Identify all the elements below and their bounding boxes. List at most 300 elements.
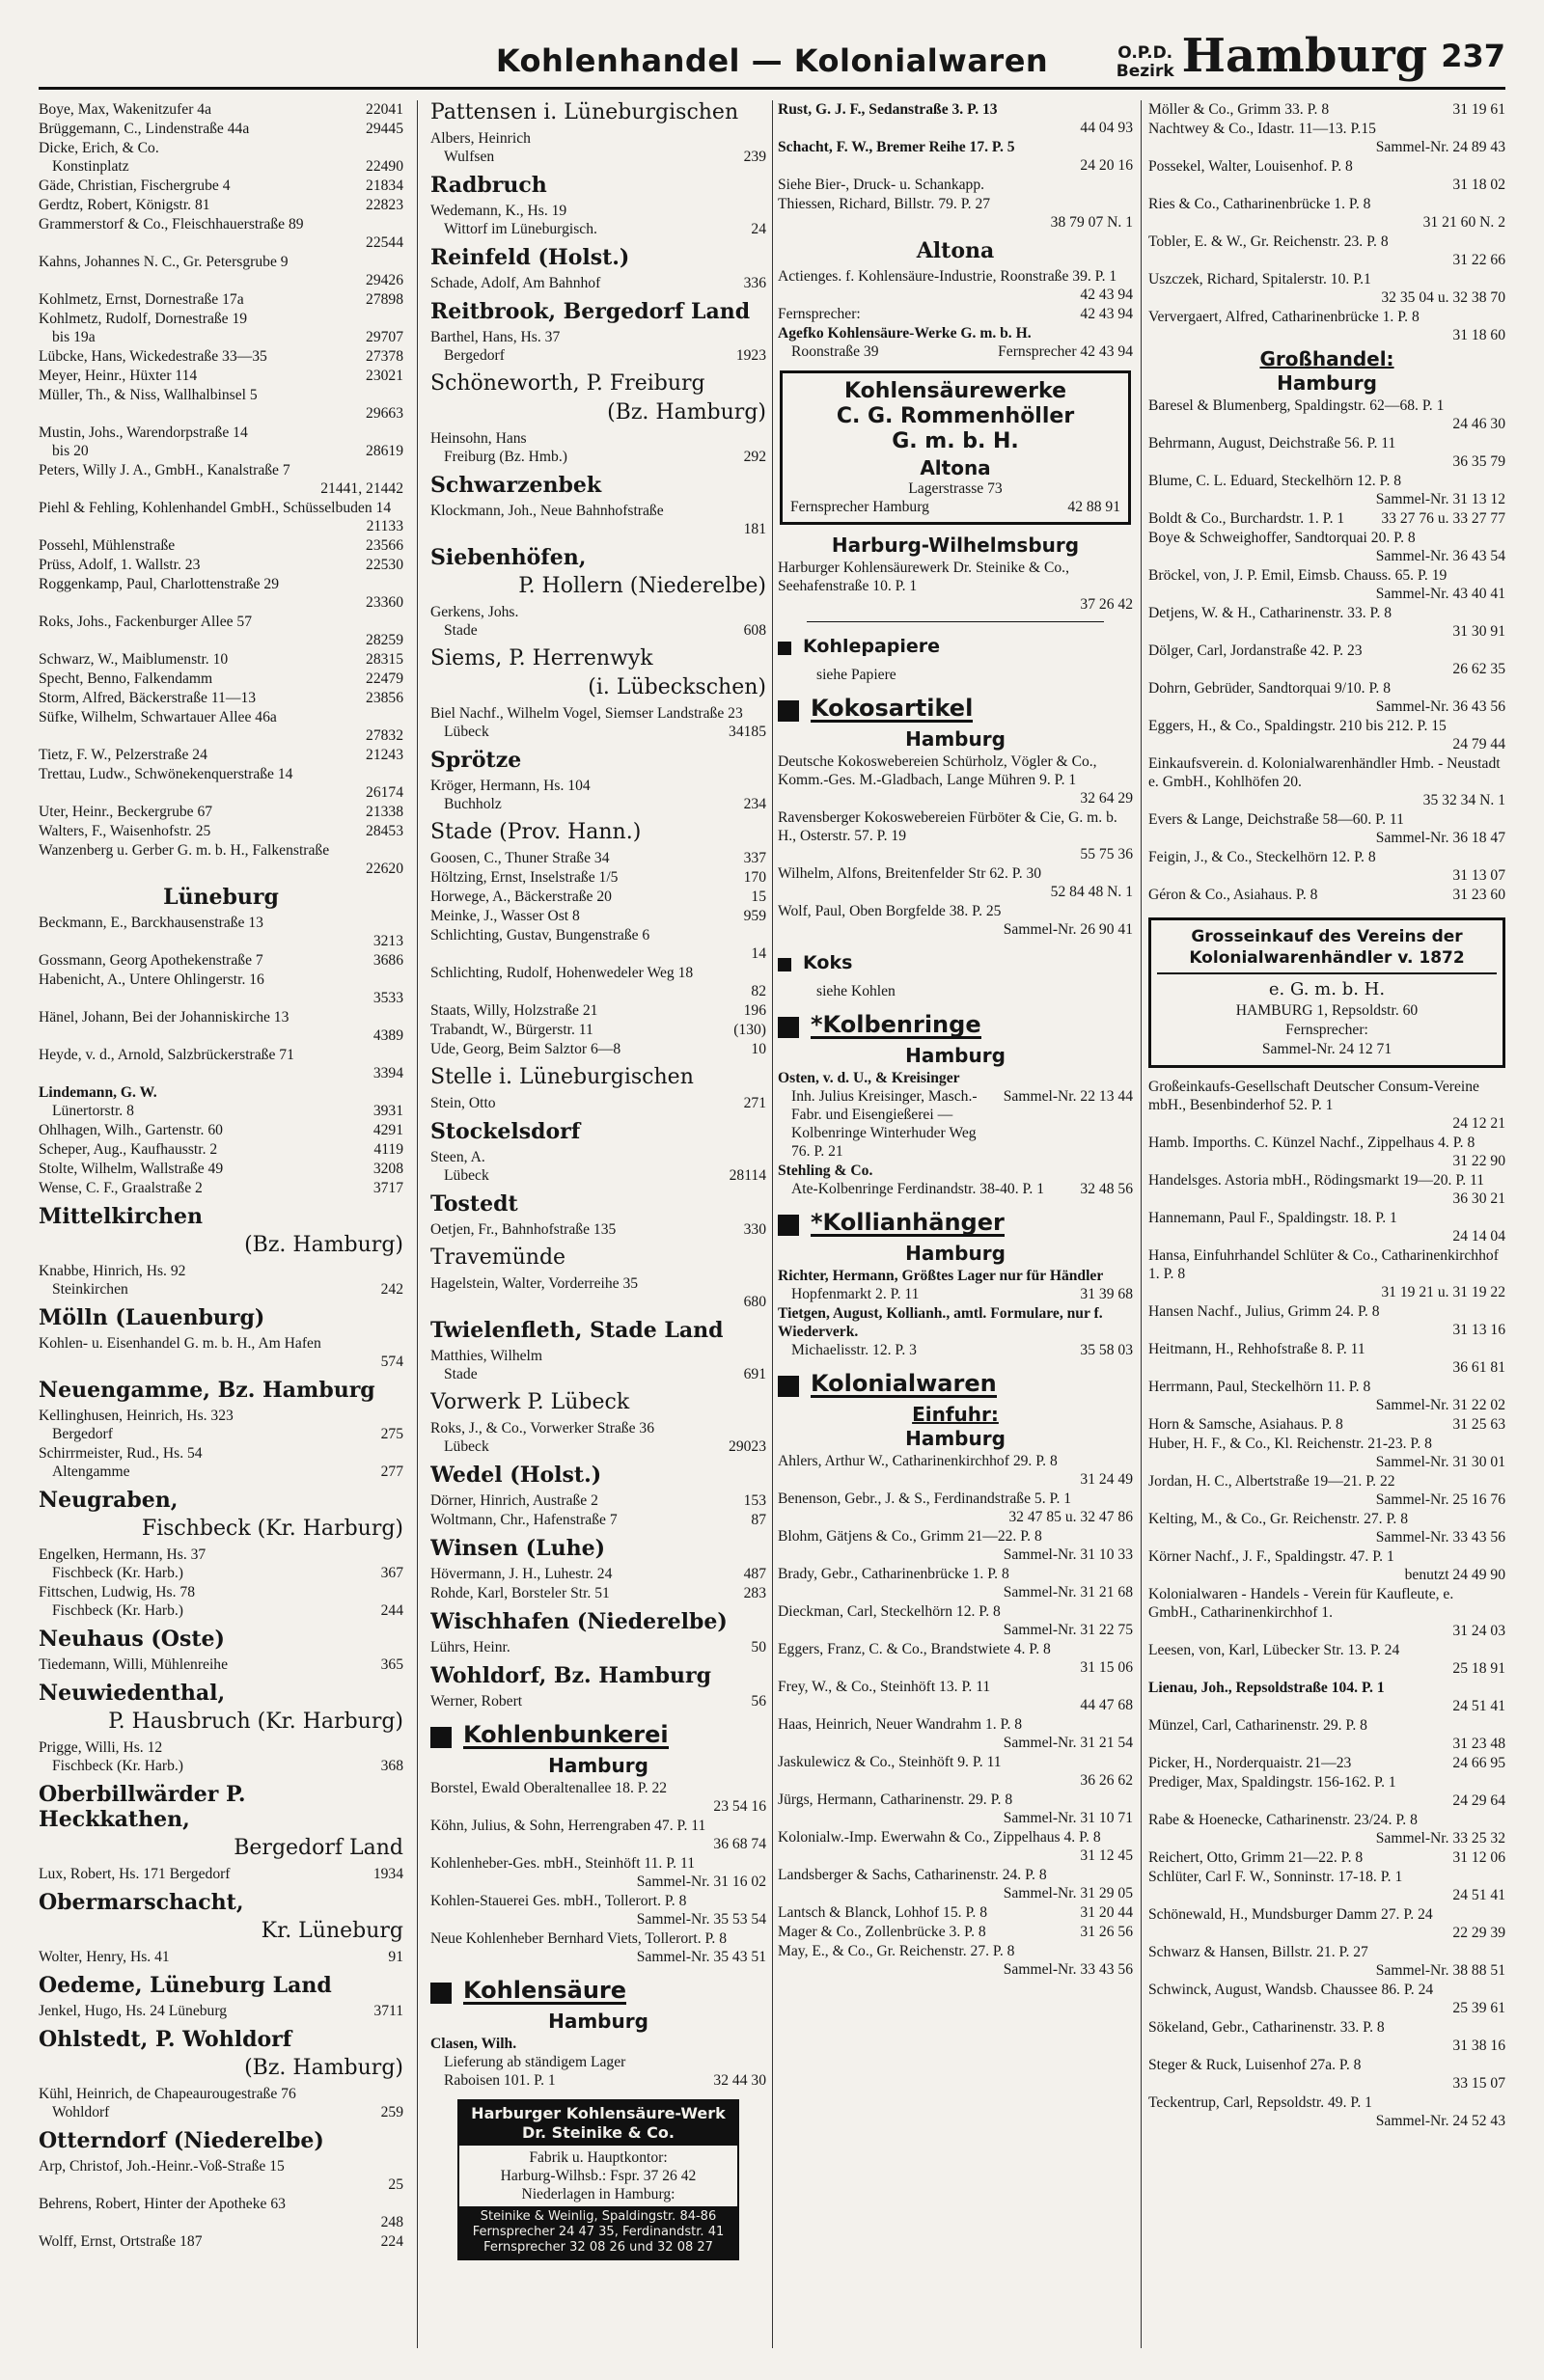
entry-line — [430, 1293, 766, 1311]
entry-place — [791, 286, 1072, 304]
location-heading-cont: Kr. Lüneburg — [261, 1919, 403, 1943]
entry-line — [1148, 251, 1505, 269]
entry-name: Behrens, Robert, Hinter der Apotheke 63 — [39, 2196, 286, 2212]
entry-name: Wilhelm, Alfons, Breitenfelder Str 62. P. 30 — [778, 865, 1042, 882]
section-title: Kolonialwaren — [811, 1370, 997, 1397]
section-heading — [778, 954, 1133, 974]
entry-phone: 21243 — [366, 747, 403, 763]
listing-entry — [39, 746, 403, 764]
entry-name: Picker, H., Norderquaistr. 21—23 — [1148, 1755, 1352, 1771]
entry-place — [444, 520, 736, 538]
entry-line — [39, 631, 403, 649]
listing-entry — [430, 328, 766, 365]
entry-place: Freiburg (Bz. Hmb.) — [444, 449, 567, 465]
listing-entry — [39, 650, 403, 669]
entry-line — [778, 1960, 1133, 1979]
entry-line — [1148, 452, 1505, 471]
listing-entry — [1148, 1848, 1505, 1867]
entry-phone: 24 79 44 — [1452, 736, 1505, 752]
entry-line — [1148, 622, 1505, 641]
listing-entry — [430, 1854, 766, 1891]
location-heading: Travemünde — [430, 1245, 566, 1270]
entry-line — [39, 479, 403, 498]
listing-entry — [778, 1678, 1133, 1714]
entry-name: Kellinghusen, Heinrich, Hs. 323 — [39, 1408, 234, 1424]
listing-entry — [1148, 1415, 1505, 1434]
entry-phone: 36 35 79 — [1452, 453, 1505, 470]
entry-phone: 23360 — [366, 594, 403, 611]
entry-phone: 31 23 48 — [1452, 1736, 1505, 1752]
listing-entry — [430, 1274, 766, 1311]
entry-phone: 27898 — [366, 291, 403, 308]
entry-phone: 239 — [743, 149, 766, 165]
entry-phone: 248 — [380, 2214, 403, 2230]
entry-name: Arp, Christof, Joh.-Heinr.-Voß-Straße 15 — [39, 2158, 285, 2175]
entry-place — [444, 982, 743, 1000]
entry-name: Ude, Georg, Beim Salztor 6—8 — [430, 1041, 621, 1057]
listing-entry — [1148, 1773, 1505, 1810]
entry-place — [52, 517, 359, 535]
entry-name: Géron & Co., Asiahaus. P. 8 — [1148, 887, 1318, 903]
location-heading-cont: Fischbeck (Kr. Harburg) — [141, 1517, 403, 1541]
section-heading — [430, 1977, 766, 2005]
entry-name: Wanzenberg u. Gerber G. m. b. H., Falkenstraße — [39, 842, 330, 859]
subsection-heading: Einfuhr: — [912, 1403, 999, 1426]
listing-entry — [778, 1791, 1133, 1827]
listing-entry — [1148, 886, 1505, 904]
entry-place — [1162, 829, 1368, 847]
entry-place — [791, 595, 1072, 614]
entry-phone: 38 79 07 N. 1 — [1050, 214, 1133, 231]
listing-entry — [430, 964, 766, 1000]
entry-place — [1162, 1961, 1368, 1980]
entry-phone: 28315 — [366, 651, 403, 668]
entry-phone: 29707 — [366, 329, 403, 345]
entry-phone: 244 — [380, 1602, 403, 1619]
entry-name: Ries & Co., Catharinenbrücke 1. P. 8 — [1148, 196, 1371, 212]
listing-entry — [1148, 2093, 1505, 2130]
ad-body — [459, 2146, 737, 2206]
entry-line — [778, 1884, 1133, 1902]
entry-name: Blume, C. L. Eduard, Steckelhörn 12. P. 8 — [1148, 473, 1402, 489]
column-rule — [772, 100, 773, 2348]
location-heading-cont: (Bz. Hamburg) — [607, 400, 766, 424]
entry-place — [1162, 490, 1368, 508]
entry-line — [39, 989, 403, 1007]
ad-line: Harburger Kohlensäure-Werk — [471, 2104, 726, 2122]
page-title: Kohlenhandel — Kolonialwaren — [495, 42, 1049, 79]
entry-name: Schlichting, Rudolf, Hohenwedeler Weg 18 — [430, 965, 694, 981]
entry-place — [1162, 1924, 1445, 1942]
entry-line — [430, 1797, 766, 1816]
column-2 — [430, 100, 766, 2358]
entry-phone: 44 04 93 — [1080, 120, 1133, 136]
entry-phone: 3717 — [372, 1180, 403, 1196]
listing-entry — [778, 1715, 1133, 1752]
entry-phone: Sammel-Nr. 35 53 54 — [636, 1911, 766, 1928]
listing-entry — [39, 139, 403, 176]
entry-name: Sökeland, Gebr., Catharinenstr. 33. P. 8 — [1148, 2019, 1385, 2036]
listing-entry — [39, 2195, 403, 2231]
entry-phone: 574 — [380, 1354, 403, 1370]
listing-entry — [39, 2085, 403, 2121]
ad-line: e. G. m. b. H. — [1268, 979, 1386, 999]
entry-line — [778, 1285, 1133, 1303]
entry-phone: 25 39 61 — [1452, 2000, 1505, 2016]
location-heading: Neugraben, — [39, 1488, 179, 1513]
entry-place — [1162, 1114, 1445, 1133]
listing-entry — [1148, 195, 1505, 232]
entry-place: Stade — [444, 622, 478, 639]
section-heading — [778, 1209, 1133, 1237]
entry-place — [52, 631, 358, 649]
entry-place: Roonstraße 39 — [791, 343, 879, 360]
entry-phone: 487 — [743, 1566, 766, 1582]
ad-line: HAMBURG 1, Repsoldstr. 60 — [1235, 1002, 1419, 1019]
entry-name: Stein, Otto — [430, 1095, 496, 1111]
entry-phone: 959 — [743, 908, 766, 924]
entry-name: Jenkel, Hugo, Hs. 24 Lüneburg — [39, 2003, 228, 2019]
entry-name: Evers & Lange, Deichstraße 58—60. P. 11 — [1148, 811, 1404, 828]
entry-name: Rust, G. J. F., Sedanstraße 3. P. 13 — [778, 101, 998, 118]
entry-name: Schlüter, Carl F. W., Sonninstr. 17-18. P. 1 — [1148, 1869, 1403, 1885]
listing-entry — [1148, 1472, 1505, 1509]
entry-line — [39, 404, 403, 423]
bezirk-text: Bezirk — [1116, 62, 1174, 81]
city-subheading: Hamburg — [1277, 371, 1377, 395]
listing-entry — [430, 1584, 766, 1602]
entry-place — [791, 1884, 996, 1902]
entry-name: Roks, Johs., Fackenburger Allee 57 — [39, 614, 253, 630]
entry-phone: 22544 — [366, 234, 403, 251]
entry-name: Heitmann, H., Rehhofstraße 8. P. 11 — [1148, 1341, 1365, 1357]
entry-place — [791, 1960, 996, 1979]
entry-phone: 32 35 04 u. 32 38 70 — [1381, 289, 1505, 306]
listing-entry — [778, 1565, 1133, 1601]
listing-entry — [1148, 397, 1505, 433]
entry-place — [444, 1797, 705, 1816]
listing-entry — [1148, 1716, 1505, 1753]
listing-entry — [778, 138, 1133, 175]
entry-line — [1148, 176, 1505, 194]
entry-phone: 337 — [743, 850, 766, 866]
entry-phone: 25 18 91 — [1452, 1660, 1505, 1677]
entry-name: Biel Nachf., Wilhelm Vogel, Siemser Landstraße 23 — [430, 705, 743, 722]
entry-phone: Sammel-Nr. 25 16 76 — [1375, 1491, 1505, 1508]
entry-place: Konstinplatz — [52, 158, 129, 175]
entry-place — [1162, 138, 1368, 156]
entry-line — [1148, 326, 1505, 344]
entry-place: Lübeck — [444, 724, 489, 740]
entry-line — [39, 1463, 403, 1481]
entry-name: Brüggemann, C., Lindenstraße 44a — [39, 121, 250, 137]
entry-phone: 52 84 48 N. 1 — [1050, 884, 1133, 900]
entry-name: Horn & Samsche, Asiahaus. P. 8 — [1148, 1416, 1343, 1433]
entry-name: Boldt & Co., Burchardstr. 1. P. 1 — [1148, 510, 1345, 527]
entry-name: Köhn, Julius, & Sohn, Herrengraben 47. P. 11 — [430, 1818, 706, 1834]
listing-entry — [39, 367, 403, 385]
entry-place — [791, 1771, 1072, 1790]
listing-entry — [39, 1583, 403, 1620]
advertisement-harburg — [457, 2099, 739, 2260]
entry-phone: Sammel-Nr. 31 13 12 — [1375, 491, 1505, 507]
listing-entry — [778, 1304, 1133, 1359]
listing-entry — [39, 2002, 403, 2020]
entry-phone: Sammel-Nr. 31 10 33 — [1003, 1546, 1133, 1563]
entry-phone: 23021 — [366, 368, 403, 384]
section-marker-icon — [778, 958, 791, 971]
entry-phone: 224 — [380, 2233, 403, 2250]
section-heading — [430, 1721, 766, 1749]
entry-name: Ahlers, Arthur W., Catharinenkirchhof 29. P. 8 — [778, 1453, 1058, 1469]
entry-line — [1148, 213, 1505, 232]
entry-place — [1162, 1321, 1445, 1339]
listing-entry — [39, 1407, 403, 1443]
entry-place: Buchholz — [444, 796, 502, 812]
entry-place — [52, 479, 313, 498]
entry-line — [778, 1847, 1133, 1865]
listing-entry — [39, 461, 403, 498]
listing-entry — [778, 1942, 1133, 1979]
location-heading: Oedeme, Lüneburg Land — [39, 1973, 332, 1998]
entry-place — [1162, 213, 1416, 232]
entry-name: Horwege, A., Bäckerstraße 20 — [430, 889, 612, 905]
entry-line — [778, 1470, 1133, 1489]
entry-line — [430, 148, 766, 166]
ad-top — [459, 2101, 737, 2146]
entry-phone: 31 24 49 — [1080, 1471, 1133, 1488]
section-title: Kohlensäure — [463, 1977, 627, 2004]
location-heading: Wischhafen (Niederelbe) — [430, 1609, 728, 1634]
entry-name: Neue Kohlenheber Bernhard Viets, Tollerort. P. 8 — [430, 1930, 728, 1947]
listing-entry — [39, 971, 403, 1007]
entry-line — [39, 1601, 403, 1620]
listing-entry — [39, 536, 403, 555]
entry-phone: 36 61 81 — [1452, 1359, 1505, 1376]
listing-entry — [1148, 270, 1505, 307]
listing-entry — [39, 803, 403, 821]
entry-place — [1162, 1566, 1397, 1584]
entry-name: Hamb. Imporths. C. Künzel Nachf., Zippelhaus 4. P. 8 — [1148, 1135, 1475, 1151]
entry-place — [1162, 1491, 1368, 1509]
entry-name: Schlichting, Gustav, Bungenstraße 6 — [430, 927, 650, 944]
listing-entry — [778, 1923, 1133, 1941]
entry-place — [1162, 866, 1445, 885]
listing-entry — [39, 914, 403, 950]
entry-place — [791, 1696, 1072, 1714]
entry-name: Blohm, Gätjens & Co., Grimm 21—22. P. 8 — [778, 1528, 1042, 1545]
entry-phone: Sammel-Nr. 35 43 51 — [636, 1949, 766, 1965]
listing-entry — [1148, 1340, 1505, 1377]
section-marker-icon — [778, 1215, 799, 1236]
entry-phone: 24 20 16 — [1080, 157, 1133, 174]
listing-entry — [39, 1334, 403, 1371]
location-heading: Altona — [916, 238, 995, 263]
entry-place — [444, 1948, 629, 1966]
entry-name: Kohlmetz, Rudolf, Dornestraße 19 — [39, 311, 248, 327]
entry-name: Dieckman, Carl, Steckelhörn 12. P. 8 — [778, 1603, 1001, 1620]
entry-phone: 31 30 91 — [1452, 623, 1505, 640]
entry-line — [39, 1757, 403, 1775]
entry-name: Schwarz, W., Maiblumenstr. 10 — [39, 651, 229, 668]
entry-name: Großeinkaufs-Gesellschaft Deutscher Consum-Vereine mbH., Besenbinderhof 52. P. 1 — [1148, 1079, 1479, 1113]
entry-line — [430, 723, 766, 741]
section-title: Kohlepapiere — [803, 636, 941, 657]
entry-name: Eggers, Franz, C. & Co., Brandstwiete 4. P. 8 — [778, 1641, 1051, 1657]
entry-phone: 35 58 03 — [1080, 1342, 1133, 1358]
entry-name: Hannemann, Paul F., Spaldingstr. 18. P. 1 — [1148, 1210, 1397, 1226]
listing-entry — [1148, 679, 1505, 716]
listing-entry — [430, 1021, 766, 1039]
entry-phone: 31 22 66 — [1452, 252, 1505, 268]
entry-name: Trabandt, W., Bürgerstr. 11 — [430, 1022, 593, 1038]
entry-place — [791, 1546, 996, 1564]
entry-name: Rabe & Hoenecke, Catharinenstr. 23/24. P. 8 — [1148, 1812, 1418, 1828]
entry-name: Gerkens, Johs. — [430, 604, 519, 620]
entry-line — [778, 1583, 1133, 1601]
entry-line — [39, 783, 403, 802]
entry-name: Brady, Gebr., Catharinenbrücke 1. P. 8 — [778, 1566, 1009, 1582]
section-title: *Kollianhänger — [811, 1209, 1005, 1236]
entry-phone: 91 — [388, 1949, 403, 1965]
listing-entry — [39, 2157, 403, 2194]
entry-line — [39, 593, 403, 612]
entry-phone: 36 26 62 — [1080, 1772, 1133, 1789]
advertisement-verein — [1148, 917, 1505, 1068]
entry-name: May, E., & Co., Gr. Reichenstr. 27. P. 8 — [778, 1943, 1015, 1959]
listing-entry — [1148, 100, 1505, 119]
ad-line: Grosseinkauf des Vereins der — [1191, 927, 1463, 946]
listing-entry — [1148, 810, 1505, 847]
advertisement-rommenhoeller — [780, 370, 1131, 525]
entry-place — [52, 233, 358, 252]
listing-entry — [430, 1929, 766, 1966]
entry-line — [1148, 1396, 1505, 1414]
ad-line: Dr. Steinike & Co. — [522, 2123, 675, 2142]
entry-place — [1162, 2037, 1445, 2055]
entry-phone: 22 29 39 — [1452, 1925, 1505, 1941]
entry-phone: 275 — [380, 1426, 403, 1442]
entry-line — [430, 448, 766, 466]
entry-place — [1162, 735, 1445, 753]
entry-name: Oetjen, Fr., Bahnhofstraße 135 — [430, 1221, 617, 1238]
entry-name: Kohlen-Stauerei Ges. mbH., Tollerort. P. 8 — [430, 1893, 687, 1909]
entry-name: Klockmann, Joh., Neue Bahnhofstraße — [430, 503, 664, 519]
entry-name: Roggenkamp, Paul, Charlottenstraße 29 — [39, 576, 280, 592]
entry-phone: 10 — [751, 1041, 766, 1057]
entry-name: Siehe Bier-, Druck- u. Schankapp. — [778, 177, 985, 193]
listing-entry — [430, 1491, 766, 1510]
listing-entry — [39, 556, 403, 574]
entry-name: Dörner, Hinrich, Austraße 2 — [430, 1492, 598, 1509]
entry-line — [778, 286, 1133, 304]
entry-name: Höltzing, Ernst, Inselstraße 1/5 — [430, 869, 619, 886]
entry-phone: Sammel-Nr. 31 22 02 — [1375, 1397, 1505, 1413]
entry-place: Lübeck — [444, 1167, 489, 1184]
listing-entry — [39, 1546, 403, 1582]
entry-place — [791, 1621, 996, 1639]
entry-place — [52, 783, 358, 802]
entry-name: Osten, v. d. U., & Kreisinger — [778, 1070, 960, 1086]
city-subheading: Hamburg — [548, 1754, 648, 1777]
entry-name: Kolonialwaren - Handels - Verein für Kaufleute, e. GmbH., Catharinenkirchhof 1. — [1148, 1586, 1454, 1621]
entry-phone: 35 32 34 N. 1 — [1422, 792, 1505, 808]
ad-line: Fabrik u. Hauptkontor: — [529, 2149, 668, 2166]
entry-place: Ate-Kolbenringe Ferdinandstr. 38-40. P. 1 — [791, 1181, 1045, 1197]
entry-line — [778, 1809, 1133, 1827]
entry-line — [778, 595, 1133, 614]
listing-entry — [39, 1865, 403, 1883]
entry-line — [1148, 1961, 1505, 1980]
entry-phone: 31 12 45 — [1080, 1847, 1133, 1864]
entry-line — [39, 328, 403, 346]
entry-name: Baresel & Blumenberg, Spaldingstr. 62—68. P. 1 — [1148, 397, 1445, 414]
entry-name: Werner, Robert — [430, 1693, 523, 1710]
listing-entry — [39, 2232, 403, 2251]
entry-name: Detjens, W. & H., Catharinenstr. 33. P. 8 — [1148, 605, 1392, 621]
entry-phone: 36 68 74 — [713, 1836, 766, 1852]
entry-name: Wolff, Ernst, Ortstraße 187 — [39, 2233, 203, 2250]
entry-name: Schwinck, August, Wandsb. Chaussee 86. P. 24 — [1148, 1982, 1434, 1998]
entry-phone: 3394 — [372, 1065, 403, 1081]
entry-name: Wedemann, K., Hs. 19 — [430, 203, 567, 219]
entry-line — [430, 1437, 766, 1456]
entry-phone: 336 — [743, 275, 766, 291]
entry-line — [1148, 1924, 1505, 1942]
ad-line: C. G. Rommenhöller — [836, 404, 1075, 428]
entry-place: Bergedorf — [444, 347, 505, 364]
entry-name: Specht, Benno, Falkendamm — [39, 670, 213, 687]
column-4 — [1148, 100, 1505, 2358]
section-marker-icon — [430, 1983, 452, 2004]
listing-entry — [1148, 1078, 1505, 1133]
entry-line — [430, 795, 766, 813]
entry-line — [1148, 2074, 1505, 2093]
entry-name: Prigge, Willi, Hs. 12 — [39, 1739, 163, 1756]
entry-name: Bröckel, von, J. P. Emil, Eimsb. Chauss. 65. P. 19 — [1148, 567, 1448, 584]
location-heading: Lüneburg — [163, 885, 279, 910]
entry-name: Dölger, Carl, Jordanstraße 42. P. 23 — [1148, 643, 1363, 659]
entry-phone: 24 46 30 — [1452, 416, 1505, 432]
entry-phone: 15 — [751, 889, 766, 905]
listing-entry — [778, 559, 1133, 614]
entry-place — [791, 119, 1072, 137]
entry-phone: 21441, 21442 — [320, 480, 403, 497]
entry-place — [1162, 176, 1445, 194]
listing-entry — [1148, 566, 1505, 603]
entry-place — [1162, 1886, 1445, 1904]
entry-place — [791, 1508, 1001, 1526]
entry-line — [1148, 698, 1505, 716]
entry-name: Jaskulewicz & Co., Steinhöft 9. P. 11 — [778, 1754, 1002, 1770]
entry-place — [791, 1734, 996, 1752]
entry-line — [1148, 1566, 1505, 1584]
entry-line — [1148, 1321, 1505, 1339]
entry-name: Matthies, Wilhelm — [430, 1348, 543, 1364]
entry-place — [791, 845, 1072, 863]
section-title: Kokosartikel — [811, 695, 974, 722]
listing-entry — [778, 305, 1133, 323]
location-heading: Mölln (Lauenburg) — [39, 1305, 265, 1330]
listing-entry — [778, 1452, 1133, 1489]
entry-phone: 37 26 42 — [1080, 596, 1133, 613]
listing-entry — [430, 1817, 766, 1853]
entry-name: Kröger, Hermann, Hs. 104 — [430, 778, 591, 794]
listing-entry — [778, 176, 1133, 194]
section-marker-icon — [778, 1376, 799, 1397]
entry-phone: 24 — [751, 221, 766, 237]
entry-name: Benenson, Gebr., J. & S., Ferdinandstraße 5. P. 1 — [778, 1491, 1072, 1507]
